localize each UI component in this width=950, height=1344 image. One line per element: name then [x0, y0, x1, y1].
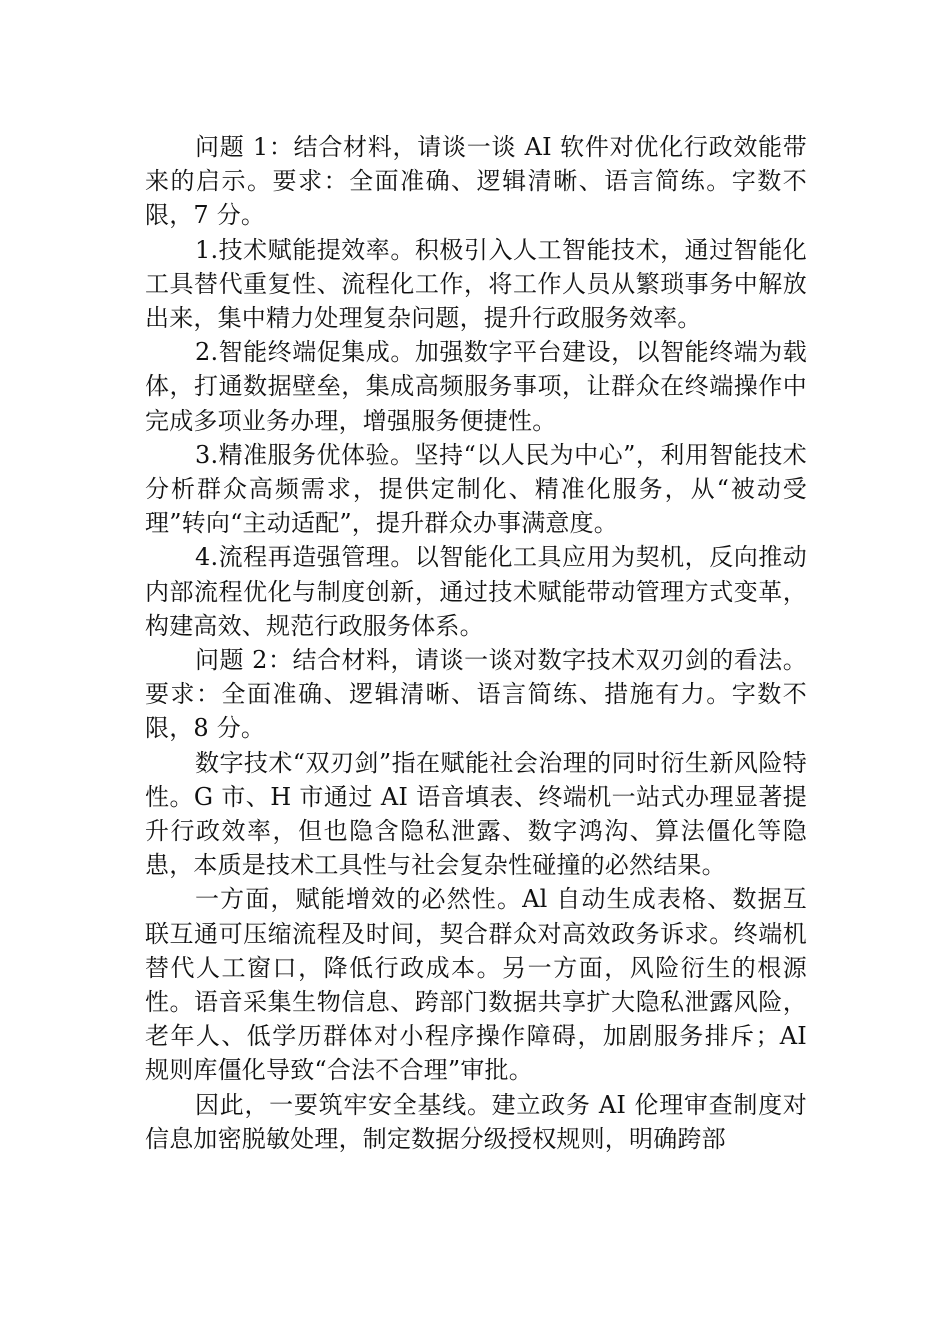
answer-2-measures: 因此，一要筑牢安全基线。建立政务 AI 伦理审查制度对信息加密脱敏处理，制定数据分级授权规则，明确跨部 — [145, 1090, 807, 1153]
answer-2-analysis: 一方面，赋能增效的必然性。Al 自动生成表格、数据互联互通可压缩流程及时间，契合群众对高效政务诉求。终端机替代人工窗口，降低行政成本。另一方面，风险衍生的根源性。语音采集生物信息、跨部门数据共享扩大隐私泄露风险，老年人、低学历群体对小程序操作障碍，加剧服务排斥；AI 规则库僵化导致“合法不合理”审批。 — [145, 885, 807, 1085]
question-2-paragraph: 问题 2：结合材料，请谈一谈对数字技术双刃剑的看法。要求：全面准确、逻辑清晰、语言简练、措施有力。字数不限，8 分。 — [145, 646, 807, 743]
answer-1-point-1: 1.技术赋能提效率。积极引入人工智能技术，通过智能化工具替代重复性、流程化工作，将工作人员从繁琐事务中解放出来，集中精力处理复杂问题，提升行政服务效率。 — [145, 235, 807, 333]
document-body — [145, 130, 807, 1156]
answer-1-point-3: 3.精准服务优体验。坚持“以人民为中心”，利用智能技术分析群众高频需求，提供定制化、精准化服务，从“被动受理”转向“主动适配”，提升群众办事满意度。 — [145, 440, 807, 538]
question-1-paragraph: 问题 1：结合材料，请谈一谈 AI 软件对优化行政效能带来的启示。要求：全面准确、逻辑清晰、语言简练。字数不限，7 分。 — [145, 133, 807, 230]
answer-1-point-4: 4.流程再造强管理。以智能化工具应用为契机，反向推动内部流程优化与制度创新，通过技术赋能带动管理方式变革，构建高效、规范行政服务体系。 — [145, 543, 807, 640]
answer-2-intro: 数字技术“双刃剑”指在赋能社会治理的同时衍生新风险特性。G 市、H 市通过 AI 语音填表、终端机一站式办理显著提升行政效率，但也隐含隐私泄露、数字鸿沟、算法僵化等隐患，本质是技术工具性与社会复杂性碰撞的必然结果。 — [145, 748, 807, 880]
answer-1-point-2: 2.智能终端促集成。加强数字平台建设，以智能终端为载体，打通数据壁垒，集成高频服务事项，让群众在终端操作中完成多项业务办理，增强服务便捷性。 — [145, 338, 807, 435]
